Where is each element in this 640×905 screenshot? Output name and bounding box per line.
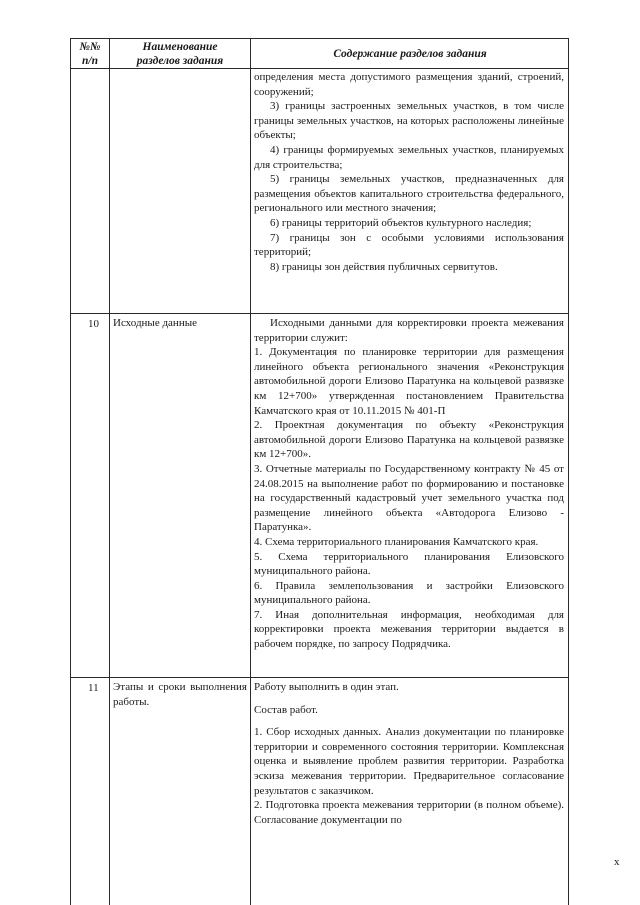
row-10-paragraph: 3. Отчетные материалы по Государственному контракту № 45 от 24.08.2015 на выполнение работ по формированию и постановке на государственный кадастровый учет земельного участка под размещение линейного объекта «Автодорога Елизово - Паратунка».: [254, 462, 564, 534]
header-number-line2: п/п: [82, 55, 98, 67]
row-11-content: [254, 680, 564, 827]
row-10-content: [254, 316, 564, 652]
row-10-top-border: [70, 313, 569, 314]
continued-paragraph: определения места допустимого размещения зданий, строений, сооружений;: [254, 71, 564, 98]
row-11-top-border: [70, 677, 569, 678]
continued-paragraph: 4) границы формируемых земельных участков, планируемых для строительства;: [254, 143, 564, 171]
row-10-paragraph: 1. Документация по планировке территории для размещения линейного объекта регионального значения «Реконструкция автомобильной дороги Елизово Паратунка на кольцевой развязке км 12+700» утвержденная постановлением Правительства Камчатского края от 10.11.2015 № 401-П: [254, 346, 564, 417]
row-11-number: 11: [88, 682, 99, 694]
continued-paragraph: 3) границы застроенных земельных участков, в том числе границы земельных участков, на которых расположены линейные объекты;: [254, 100, 564, 142]
header-section-name: [112, 40, 248, 68]
header-bottom-border: [70, 68, 569, 69]
continued-paragraph: 6) границы территорий объектов культурного наследия;: [270, 216, 532, 229]
page-continuation-mark: x: [614, 856, 620, 868]
column-divider-name: [250, 38, 251, 905]
row-11-composition-heading: Состав работ.: [254, 703, 318, 716]
row-10-number: 10: [88, 318, 99, 330]
spacer: [254, 695, 564, 703]
continued-content: [254, 70, 564, 274]
spacer: [254, 717, 564, 725]
header-top-border: [70, 38, 569, 39]
table-border-right: [568, 38, 569, 905]
row-11-paragraph: 2. Подготовка проекта межевания территории (в полном объеме). Согласование документации по: [254, 799, 564, 826]
column-divider-number: [109, 38, 110, 905]
row-10-paragraph: 4. Схема территориального планирования Камчатского края.: [254, 535, 539, 548]
table-border-left: [70, 38, 71, 905]
row-10-paragraph: 6. Правила землепользования и застройки Елизовского муниципального района.: [254, 579, 564, 607]
row-10-name: Исходные данные: [113, 317, 197, 329]
header-number-line1: №№: [79, 41, 101, 53]
header-section-name-line2: разделов задания: [136, 55, 224, 67]
row-10-paragraph: Исходными данными для корректировки проекта межевания территории служит:: [254, 317, 564, 344]
row-11-paragraph: 1. Сбор исходных данных. Анализ документации по планировке территории и современного состояния территории. Комплексная оценка и выявление проблем развития территории. Разработка эскиза межевания территории. Предварительное согласование результатов с заказчиком.: [254, 726, 564, 797]
continued-paragraph: 7) границы зон с особыми условиями использования территорий;: [254, 231, 564, 259]
header-section-name-line1: Наименование: [142, 41, 218, 53]
row-11-name: Этапы и сроки выполнения работы.: [113, 681, 247, 708]
header-section-content: Содержание разделов задания: [333, 48, 487, 60]
row-10-paragraph: 7. Иная дополнительная информация, необходимая для корректировки проекта межевания территории выдается в рабочем порядке, по запросу Подрядчика.: [254, 608, 564, 651]
continued-paragraph: 5) границы земельных участков, предназначенных для размещения объектов капитального строительства федерального, регионального или местного значения;: [254, 173, 564, 215]
row-11-intro: Работу выполнить в один этап.: [254, 681, 399, 693]
row-10-paragraph: 5. Схема территориального планирования Елизовского муниципального района.: [254, 550, 564, 578]
header-number: [72, 40, 108, 68]
continued-paragraph: 8) границы зон действия публичных сервитутов.: [270, 260, 498, 273]
row-10-paragraph: 2. Проектная документация по объекту «Реконструкция автомобильной дороги Елизово Паратунка на кольцевой развязке км 12+700».: [254, 419, 564, 461]
